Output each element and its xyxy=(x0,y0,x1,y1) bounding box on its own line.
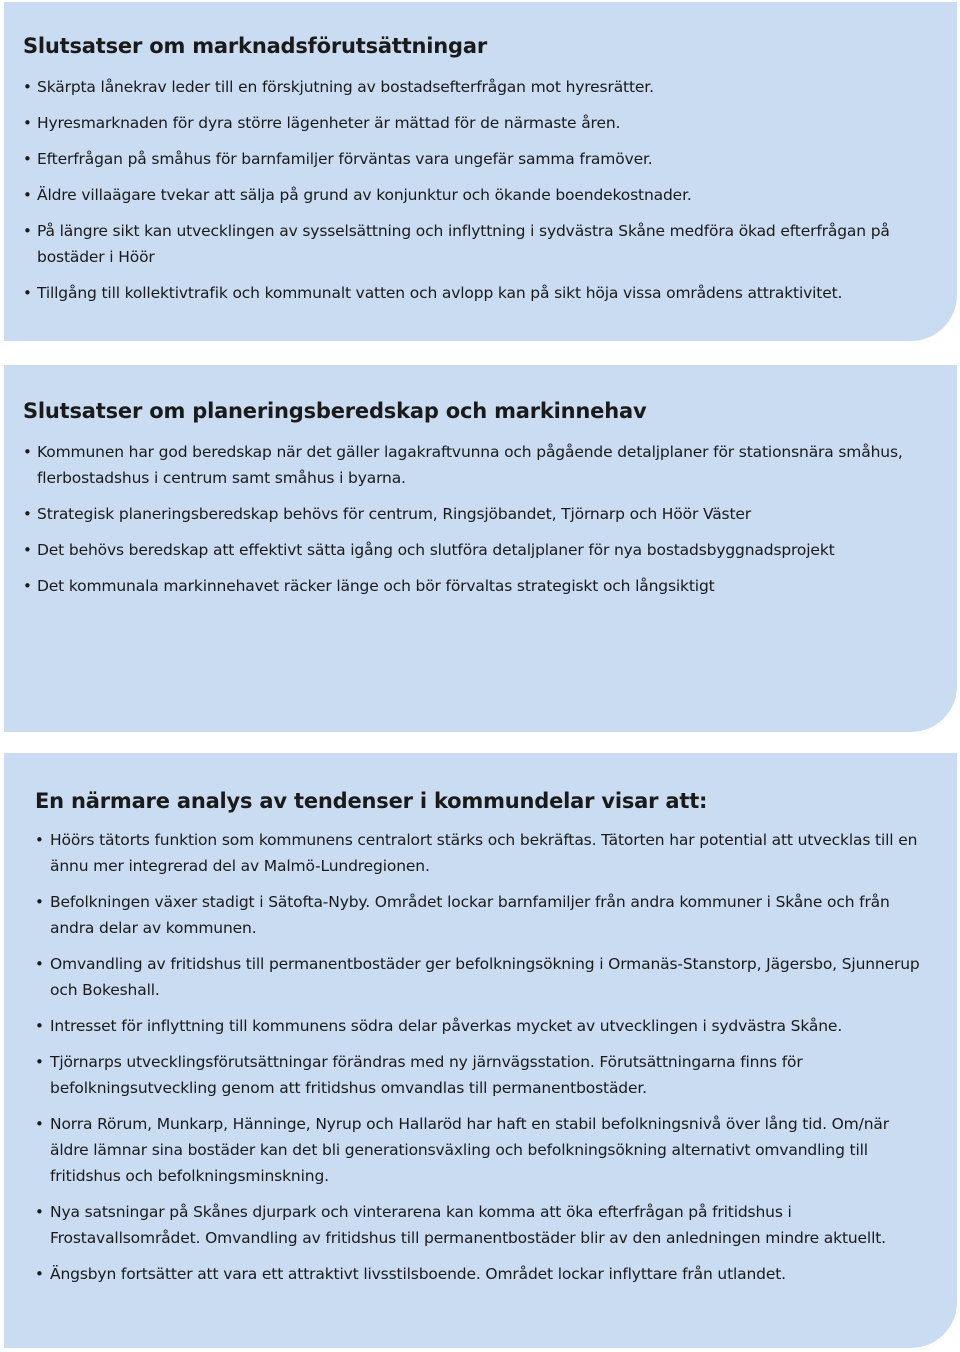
list-item: • Kommunen har god beredskap när det gäller lagakraftvunna och pågående detaljplaner för stationsnära småhus, flerbostadshus i centrum samt småhus i byarna. xyxy=(23,439,917,491)
list-item: • Befolkningen växer stadigt i Sätofta-Nyby. Området lockar barnfamiljer från andra kommuner i Skåne och från andra delar av kommunen. xyxy=(35,889,927,941)
bullet-icon: • xyxy=(35,1053,44,1071)
list-item: • Norra Rörum, Munkarp, Hänninge, Nyrup och Hallaröd har haft en stabil befolkningsnivå över lång tid. Om/när äldre lämnar sina bostäder kan det bli generationsväxling och befolkningsökning alternativt omvandling till fritidshus och befolkningsminskning. xyxy=(35,1111,927,1189)
bullet-icon: • xyxy=(35,1203,44,1221)
bullet-icon: • xyxy=(23,284,32,302)
section-planning-readiness xyxy=(4,365,957,732)
bullet-icon: • xyxy=(35,1017,44,1035)
list-item: • Det kommunala markinnehavet räcker länge och bör förvaltas strategiskt och långsiktigt xyxy=(23,573,917,599)
list-item: • På längre sikt kan utvecklingen av sysselsättning och inflyttning i sydvästra Skåne medföra ökad efterfrågan på bostäder i Höör xyxy=(23,218,917,270)
bullet-icon: • xyxy=(35,831,44,849)
list-item: • Tillgång till kollektivtrafik och kommunalt vatten och avlopp kan på sikt höja vissa områdens attraktivitet. xyxy=(23,280,917,306)
list-item: • Höörs tätorts funktion som kommunens centralort stärks och bekräftas. Tätorten har potential att utvecklas till en ännu mer integrerad del av Malmö-Lundregionen. xyxy=(35,827,927,879)
list-item: • Ängsbyn fortsätter att vara ett attraktivt livsstilsboende. Området lockar inflyttare från utlandet. xyxy=(35,1261,927,1287)
bullet-icon: • xyxy=(35,893,44,911)
bullet-icon: • xyxy=(23,186,32,204)
bullet-icon: • xyxy=(35,1115,44,1133)
bullet-icon: • xyxy=(23,114,32,132)
section-title: En närmare analys av tendenser i kommundelar visar att: xyxy=(35,789,708,813)
section-market-conclusions xyxy=(4,2,957,341)
section-title: Slutsatser om marknadsförutsättningar xyxy=(23,34,487,58)
list-item: • Strategisk planeringsberedskap behövs för centrum, Ringsjöbandet, Tjörnarp och Höör Väster xyxy=(23,501,917,527)
section-district-analysis xyxy=(4,753,957,1348)
list-item: • Det behövs beredskap att effektivt sätta igång och slutföra detaljplaner för nya bostadsbyggnadsprojekt xyxy=(23,537,917,563)
bullet-icon: • xyxy=(23,150,32,168)
bullet-icon: • xyxy=(23,505,32,523)
bullet-icon: • xyxy=(23,78,32,96)
bullet-icon: • xyxy=(35,1265,44,1283)
bullet-icon: • xyxy=(23,541,32,559)
bullet-list xyxy=(23,74,917,306)
list-item: • Tjörnarps utvecklingsförutsättningar förändras med ny järnvägsstation. Förutsättningarna finns för befolkningsutveckling genom att fritidshus omvandlas till permanentbostäder. xyxy=(35,1049,927,1101)
bullet-icon: • xyxy=(23,222,32,240)
bullet-list xyxy=(23,439,917,599)
list-item: • Intresset för inflyttning till kommunens södra delar påverkas mycket av utvecklingen i sydvästra Skåne. xyxy=(35,1013,927,1039)
list-item: • Äldre villaägare tvekar att sälja på grund av konjunktur och ökande boendekostnader. xyxy=(23,182,917,208)
list-item: • Nya satsningar på Skånes djurpark och vinterarena kan komma att öka efterfrågan på fritidshus i Frostavallsområdet. Omvandling av fritidshus till permanentbostäder blir av den anledningen mindre aktuellt. xyxy=(35,1199,927,1251)
list-item: • Hyresmarknaden för dyra större lägenheter är mättad för de närmaste åren. xyxy=(23,110,917,136)
bullet-icon: • xyxy=(35,955,44,973)
list-item: • Efterfrågan på småhus för barnfamiljer förväntas vara ungefär samma framöver. xyxy=(23,146,917,172)
list-item: • Skärpta lånekrav leder till en förskjutning av bostadsefterfrågan mot hyresrätter. xyxy=(23,74,917,100)
section-title: Slutsatser om planeringsberedskap och markinnehav xyxy=(23,399,647,423)
bullet-icon: • xyxy=(23,443,32,461)
list-item: • Omvandling av fritidshus till permanentbostäder ger befolkningsökning i Ormanäs-Stanstorp, Jägersbo, Sjunnerup och Bokeshall. xyxy=(35,951,927,1003)
bullet-icon: • xyxy=(23,577,32,595)
bullet-list xyxy=(35,827,927,1287)
